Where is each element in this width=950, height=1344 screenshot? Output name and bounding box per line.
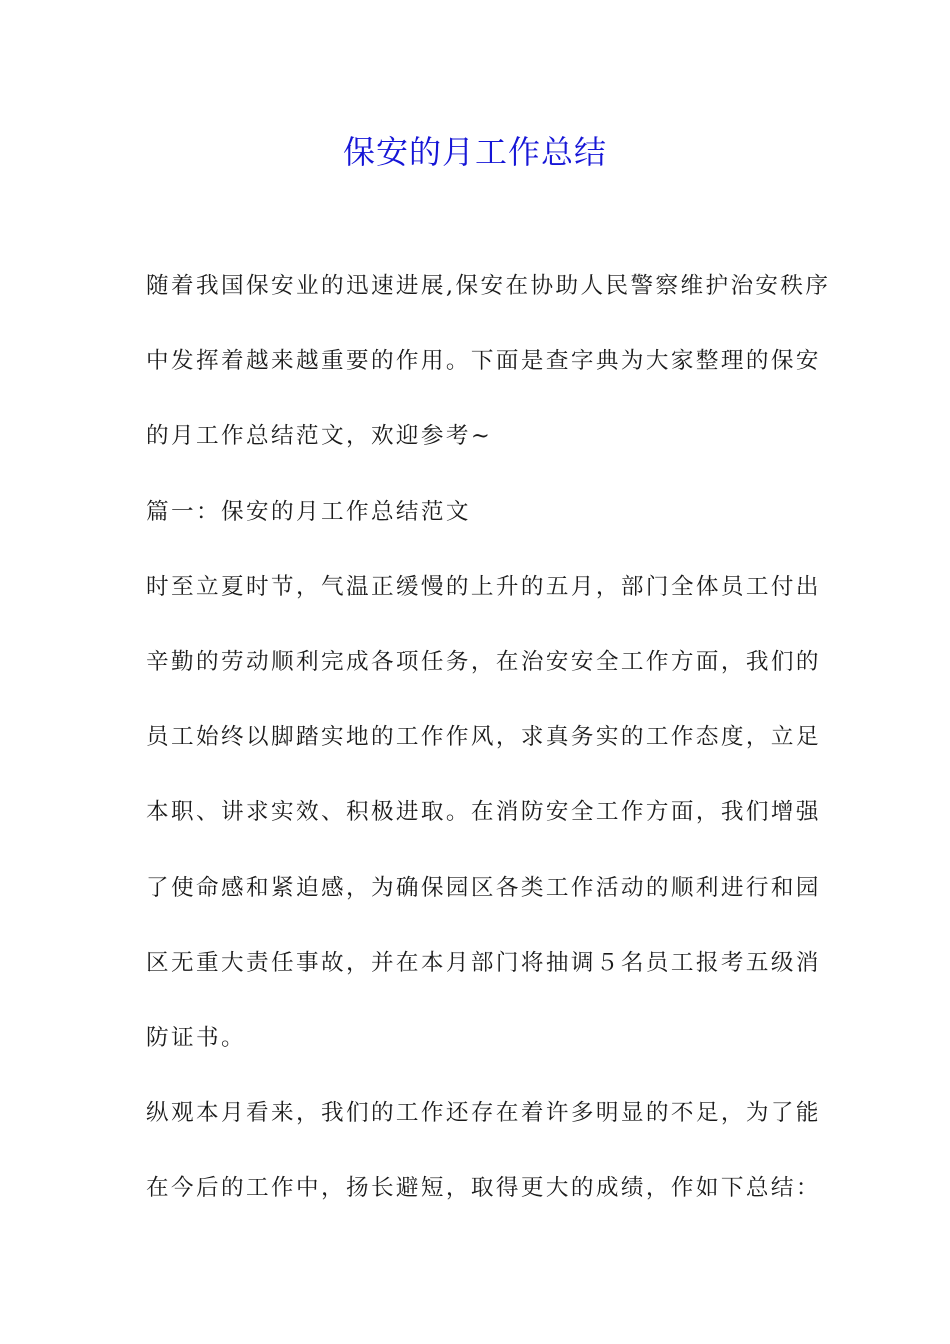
body-line: 时至立夏时节，气温正缓慢的上升的五月，部门全体员工付出 bbox=[146, 573, 821, 600]
body-line: 纵观本月看来，我们的工作还存在着许多明显的不足，为了能 bbox=[146, 1100, 821, 1127]
section-heading: 篇一：保安的月工作总结范文 bbox=[146, 498, 471, 525]
body-line: 员工始终以脚踏实地的工作作风，求真务实的工作态度，立足 bbox=[146, 724, 821, 751]
body-line: 辛勤的劳动顺利完成各项任务，在治安安全工作方面，我们的 bbox=[146, 648, 821, 675]
body-line: 本职、讲求实效、积极进取。在消防安全工作方面，我们增强 bbox=[146, 799, 821, 826]
body-line: 区无重大责任事故，并在本月部门将抽调５名员工报考五级消 bbox=[146, 949, 821, 976]
body-line: 了使命感和紧迫感，为确保园区各类工作活动的顺利进行和园 bbox=[146, 874, 821, 901]
document-title: 保安的月工作总结 bbox=[342, 133, 607, 171]
document-body bbox=[146, 262, 831, 1239]
body-line: 随着我国保安业的迅速进展,保安在协助人民警察维护治安秩序 bbox=[146, 273, 831, 299]
body-line: 防证书。 bbox=[146, 1024, 246, 1051]
body-line: 在今后的工作中，扬长避短，取得更大的成绩，作如下总结： bbox=[146, 1175, 821, 1202]
body-line: 中发挥着越来越重要的作用。下面是查字典为大家整理的保安 bbox=[146, 348, 821, 375]
body-line: 的月工作总结范文，欢迎参考~ bbox=[146, 423, 493, 450]
